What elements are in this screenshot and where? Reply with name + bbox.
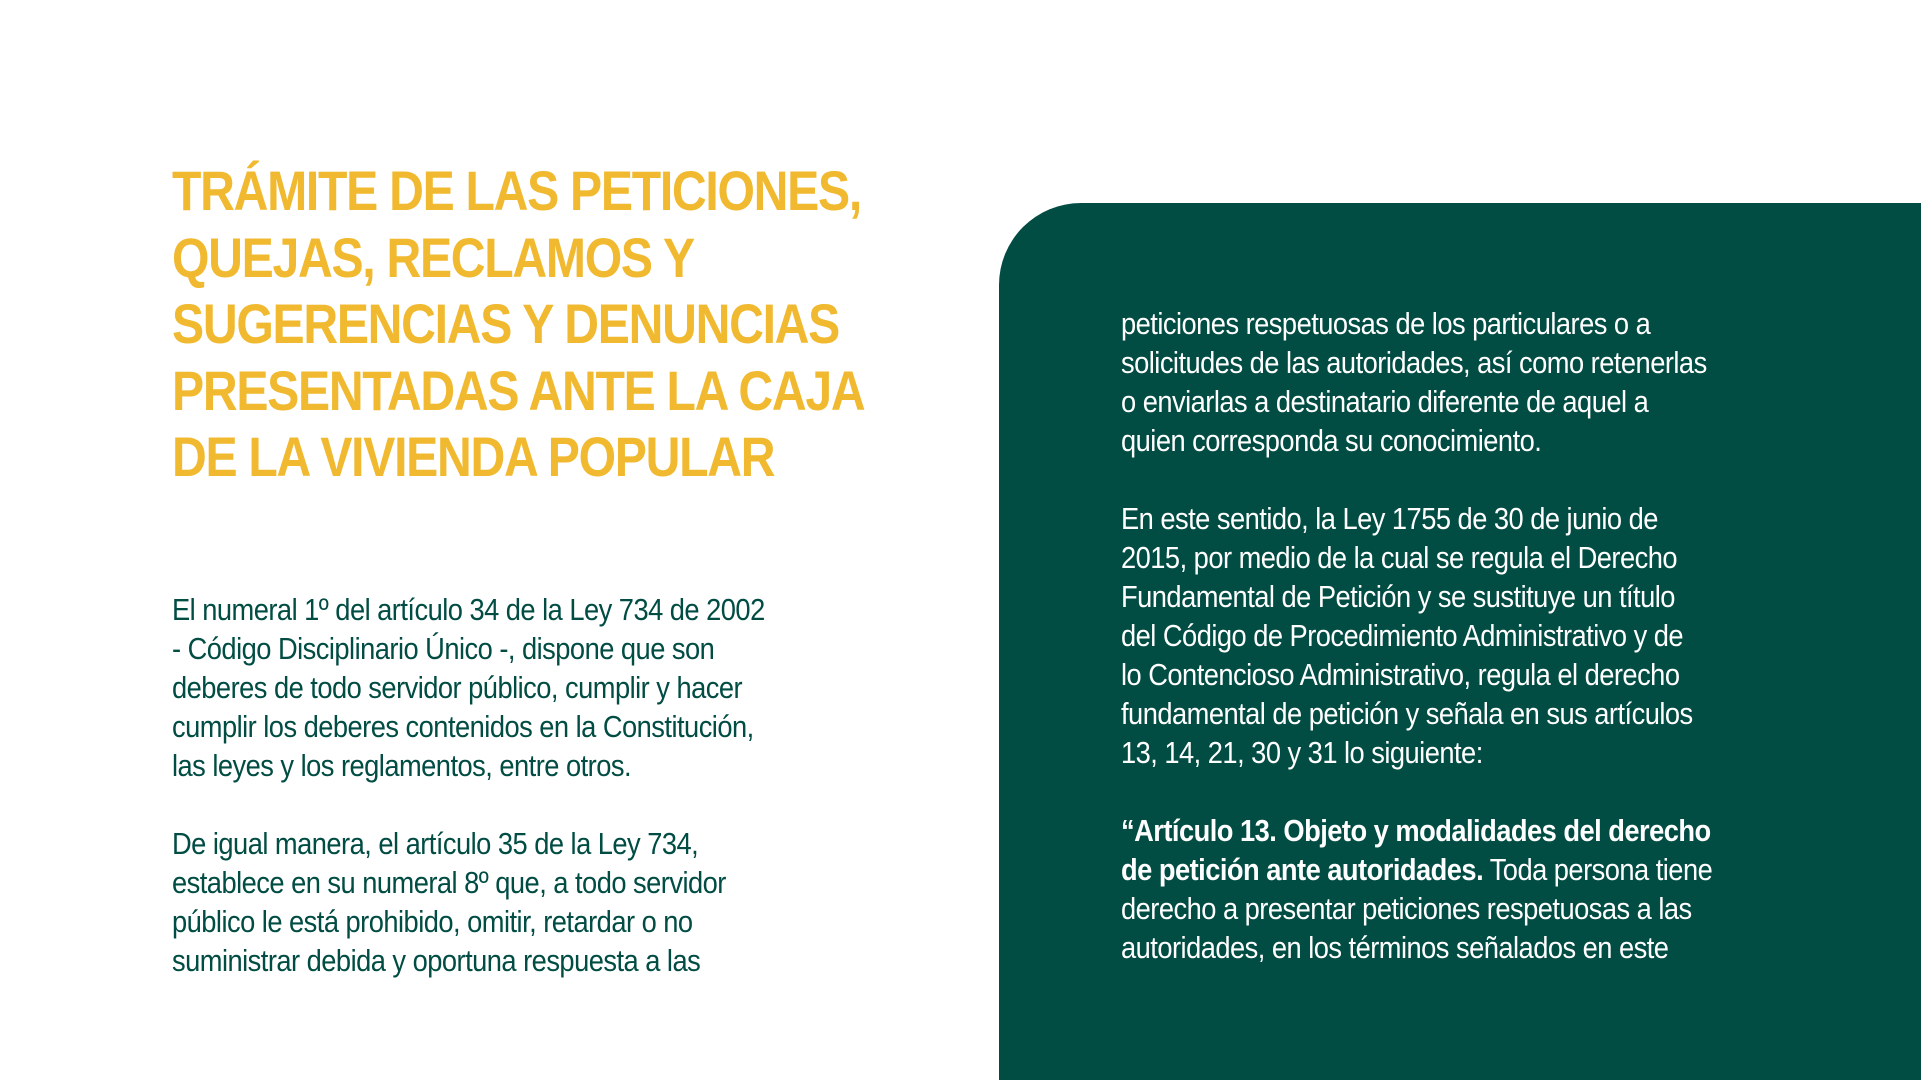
paragraph-ley-734-art-35 — [172, 824, 806, 980]
text-line — [1121, 850, 1772, 889]
title-line: QUEJAS, RECLAMOS Y — [172, 225, 694, 289]
text-line: derecho a presentar peticiones respetuosas a las — [1121, 891, 1692, 926]
paragraph-spacer — [1121, 460, 1772, 499]
left-column — [172, 590, 892, 980]
text-line: quien corresponda su conocimiento. — [1121, 423, 1542, 458]
paragraph-ley-1755 — [1121, 499, 1772, 772]
text-fragment: Toda persona tiene — [1483, 852, 1713, 887]
text-line: autoridades, en los términos señalados en este — [1121, 930, 1669, 965]
text-line: De igual manera, el artículo 35 de la Ley 734, — [172, 826, 699, 861]
text-line: lo Contencioso Administrativo, regula el derecho — [1121, 657, 1680, 692]
paragraph-continuation — [1121, 304, 1772, 460]
text-line: Fundamental de Petición y se sustituye un título — [1121, 579, 1675, 614]
text-line: - Código Disciplinario Único -, dispone que son — [172, 631, 715, 666]
right-column — [1121, 304, 1861, 967]
text-line: En este sentido, la Ley 1755 de 30 de junio de — [1121, 501, 1658, 536]
text-line: deberes de todo servidor público, cumplir y hacer — [172, 670, 743, 705]
text-line: cumplir los deberes contenidos en la Constitución, — [172, 709, 754, 744]
text-line: del Código de Procedimiento Administrativo y de — [1121, 618, 1684, 653]
article-heading-line: “Artículo 13. Objeto y modalidades del derecho — [1121, 813, 1711, 848]
text-line: 2015, por medio de la cual se regula el Derecho — [1121, 540, 1678, 575]
text-line: peticiones respetuosas de los particulares o a — [1121, 306, 1651, 341]
text-line: público le está prohibido, omitir, retardar o no — [172, 904, 693, 939]
text-line: las leyes y los reglamentos, entre otros. — [172, 748, 632, 783]
text-line: o enviarlas a destinatario diferente de aquel a — [1121, 384, 1649, 419]
paragraph-spacer — [1121, 772, 1772, 811]
title-line: SUGERENCIAS Y DENUNCIAS — [172, 292, 840, 355]
article-heading-line: de petición ante autoridades. — [1121, 852, 1484, 887]
text-line: solicitudes de las autoridades, así como retenerlas — [1121, 345, 1707, 380]
text-line: El numeral 1º del artículo 34 de la Ley 734 de 2002 — [172, 592, 765, 627]
title-line: DE LA VIVIENDA POPULAR — [172, 425, 775, 488]
paragraph-spacer — [172, 785, 806, 824]
page-title — [172, 158, 865, 491]
text-line: establece en su numeral 8º que, a todo servidor — [172, 865, 726, 900]
text-line: suministrar debida y oportuna respuesta a las — [172, 943, 701, 978]
text-line: 13, 14, 21, 30 y 31 lo siguiente: — [1121, 735, 1483, 770]
paragraph-articulo-13 — [1121, 811, 1772, 967]
title-line: TRÁMITE DE LAS PETICIONES, — [172, 159, 861, 222]
paragraph-ley-734-art-34 — [172, 590, 806, 785]
text-line: fundamental de petición y señala en sus artículos — [1121, 696, 1693, 731]
title-line: PRESENTADAS ANTE LA CAJA — [172, 358, 865, 422]
